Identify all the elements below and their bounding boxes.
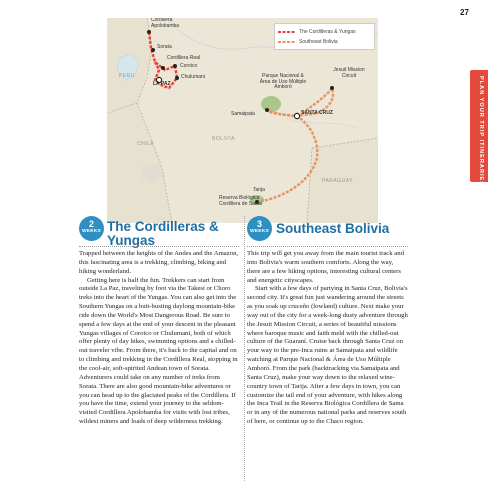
legend-label-cordilleras: The Cordilleras & Yungas [299,29,356,35]
map-legend [274,23,375,50]
park-amboro [261,96,281,112]
section-title-cordilleras: The Cordilleras & Yungas [107,219,219,248]
label-cordillera-real: Cordillera Real [167,55,201,61]
chile-region [107,103,172,223]
badge-unit: WEEKS [249,229,270,234]
label-la-paz: LA PAZ [153,81,171,87]
section-rule-cordilleras [79,246,239,247]
dot-santa-cruz [294,113,299,118]
column-divider [244,216,245,481]
label-amboro: Parque Nacional & Área de Uso Múltiple Amboró [259,73,307,90]
section-title-southeast: Southeast Bolivia [276,221,390,236]
dot-sorata [151,48,155,52]
legend-label-southeast: Southeast Bolivia [299,39,338,45]
dot-apolobamba [147,30,151,34]
country-chile: CHILE [137,141,155,147]
side-tab [470,70,488,187]
section-rule-southeast [247,246,408,247]
river-east [287,118,357,128]
legend-swatches [278,24,298,51]
itinerary-map [107,18,378,223]
country-bolivia: BOLIVIA [212,136,235,142]
dot-chulumani [175,76,179,80]
badge-number: 2 [88,219,94,229]
label-chulumani: Chulumani [181,74,205,80]
country-paraguay: PARAGUAY [322,178,354,184]
label-apolobamba: Cordillera Apolobamba [151,18,180,29]
label-coroico: Coroico [180,63,198,69]
paragraph: Trapped between the heights of the Andes and the Amazon, this fascinating area is a trekking, climbing, biking and hiking wonderland. [79,250,239,275]
paragraph: Start with a few days of partying in Santa Cruz, Bolivia's second city. It's great fun just wandering around the streets as you soak up cruceño (lowland) culture. Next make your way out of the city for a week-long dusty adventure through the Jesuit Mission Circuit, a series of beautiful missions where baroque music and faith meld with the chilled-out culture of the Guaraní. Cruise back through Santa Cruz on your way to the pre-Inca ruins at Samaipata and wildlife watching at Parque Nacional & Área de Uso Múltiple Amboró. From the park (backtracking via Samaipata and Santa Cruz), make your way down to the relaxed wine-country town of Tarija. After a few days in town, you can customize the tail end of your adventure, with hikes along the Inca Trail in the Reserva Biológica Cordillera de Sama or in any of the numerous national parks and reserves south of here, or continue up to the Chaco region. [247,285,408,426]
label-sama: Reserva Biológica Cordillera de Sama [219,195,262,207]
paragraph: This trip will get you away from the main tourist track and into Bolivia's warm southern comforts. Along the way, there are a few hiking options, interesting cultural centers and energetic cityscapes. [247,250,404,284]
badge-number: 3 [256,219,262,229]
label-samaipata: Samaipata [231,111,255,117]
dot-jesuit [330,86,334,90]
dot-samaipata [265,108,269,112]
weeks-badge-cordilleras [79,216,104,241]
weeks-badge-southeast [247,216,272,241]
label-jesuit: Jesuit Mission Circuit [333,67,365,79]
section-body-cordilleras [79,250,239,427]
label-sorata: Sorata [157,44,172,50]
country-peru: PERU [119,73,135,79]
side-tab-label: PLAN YOUR TRIP ITINERARIES [478,76,484,187]
page-number: 27 [460,8,469,17]
paragraph: Getting here is half the fun. Trekkers can start from outside La Paz, traveling by foot via the Takesi or Choro treks into the heart of the Yungas. You can also get into the Southern Yungas on a butt-busting daylong mountain-bike ride down the World's Most Dangerous Road. Be sure to spend a few days at the end of your descent in the pleasant Yungas villages of Coroico or Chulumani, both of which offer plenty of day hikes, swimming options and a chilled-out traveler vibe. From there, it's back to the capital and on to climbing and trekking in the Cordillera Real, stopping in the cool-air, soft-spirited Andean town of Sorata. Adventurers could take on any number of treks from Sorata. There are also good mountain-bike adventures or you can head up to the glaciated peaks of the Cordillera. If you have the time, extend your journey to the seldom-visited Cordillera Apolobamba for visits with lost tribes, wildest miners and loads of deep wilderness trekking. [79,276,238,426]
badge-unit: WEEKS [81,229,102,234]
dot-coroico [173,64,177,68]
section-body-southeast [247,250,408,427]
label-tarija: Tarija [253,187,265,193]
dot-cordillera-real [161,66,165,70]
label-santa-cruz: SANTA CRUZ [301,110,333,116]
